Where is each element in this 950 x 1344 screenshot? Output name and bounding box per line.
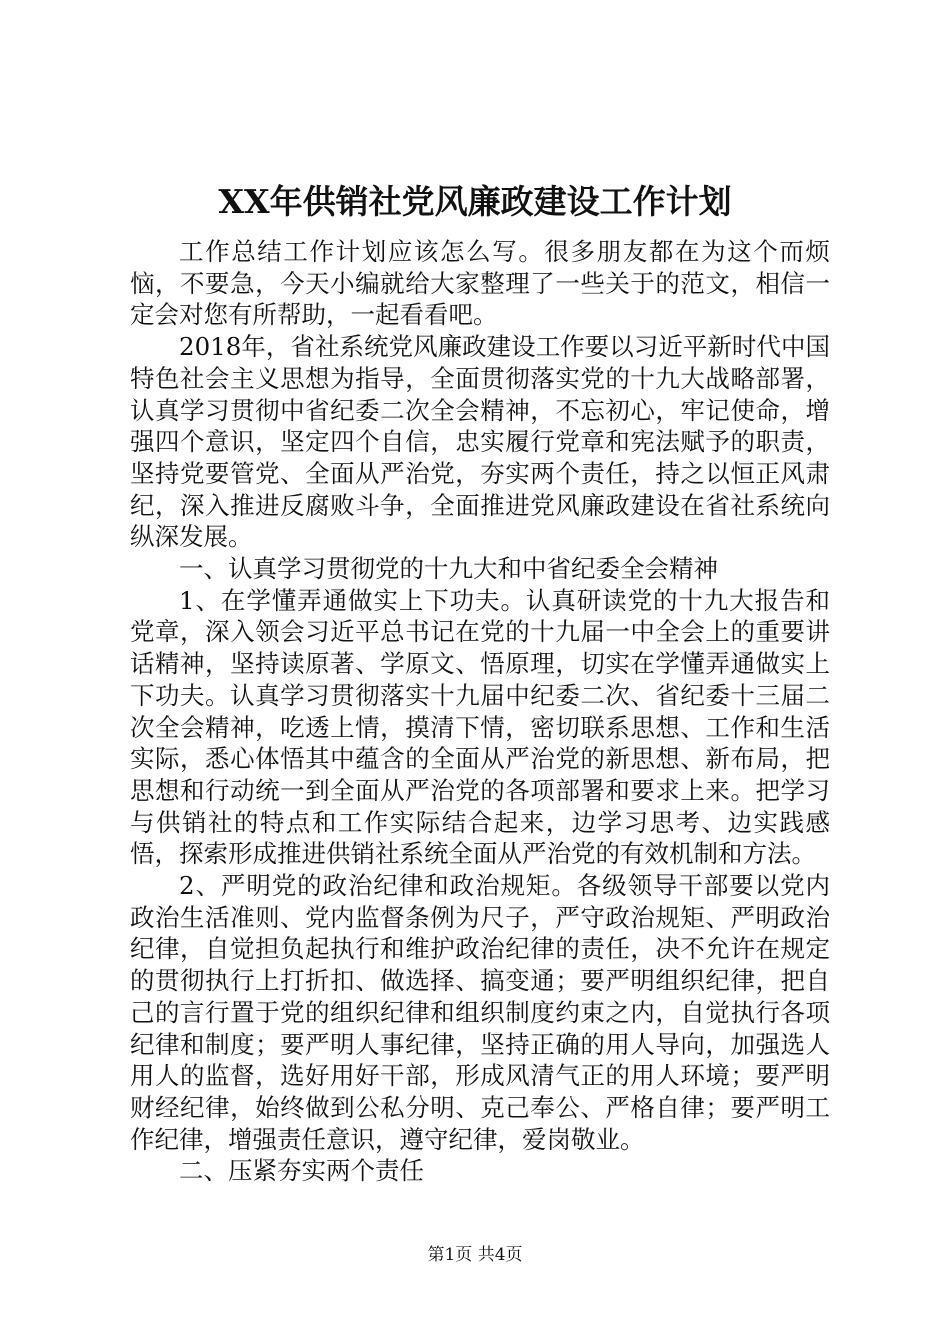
item-paragraph-1: 1、在学懂弄通做实上下功夫。认真研读党的十九大报告和党章，深入领会习近平总书记在党的十九届一中全会上的重要讲话精神，坚持读原著、学原文、悟原理，切实在学懂弄通做实上下功夫。认真学习贯彻落实十九届中纪委二次、省纪委十三届二次全会精神，吃透上情，摸清下情，密切联系思想、工作和生活实际，悉心体悟其中蕴含的全面从严治党的新思想、新布局，把思想和行动统一到全面从严治党的各项部署和要求上来。把学习与供销社的特点和工作实际结合起来，边学习思考、边实践感悟，探索形成推进供销社系统全面从严治党的有效机制和方法。	[130, 585, 830, 869]
section-heading-1: 一、认真学习贯彻党的十九大和中省纪委全会精神	[179, 554, 718, 584]
overview-paragraph: 2018年，省社系统党风廉政建设工作要以习近平新时代中国特色社会主义思想为指导，全面贯彻落实党的十九大战略部署，认真学习贯彻中省纪委二次全会精神，不忘初心，牢记使命，增强四个意识，坚定四个自信，忠实履行党章和宪法赋予的职责，坚持党要管党、全面从严治党，夯实两个责任，持之以恒正风肃纪，深入推进反腐败斗争，全面推进党风廉政建设在省社系统向纵深发展。	[130, 332, 830, 552]
page-number-footer: 第1页 共4页	[427, 1245, 523, 1265]
section-heading-2: 二、压紧夯实两个责任	[179, 1156, 424, 1186]
document-title: XX年供销社党风廉政建设工作计划	[218, 182, 732, 221]
item-paragraph-2: 2、严明党的政治纪律和政治规矩。各级领导干部要以党内政治生活准则、党内监督条例为尺子，严守政治规矩、严明政治纪律，自觉担负起执行和维护政治纪律的责任，决不允许在规定的贯彻执行上打折扣、做选择、搞变通；要严明组织纪律，把自己的言行置于党的组织纪律和组织制度约束之内，自觉执行各项纪律和制度；要严明人事纪律，坚持正确的用人导向，加强选人用人的监督，选好用好干部，形成风清气正的用人环境；要严明财经纪律，始终做到公私分明、克己奉公、严格自律；要严明工作纪律，增强责任意识，遵守纪律，爱岗敬业。	[130, 871, 830, 1154]
intro-paragraph: 工作总结工作计划应该怎么写。很多朋友都在为这个而烦恼，不要急，今天小编就给大家整理了一些关于的范文，相信一定会对您有所帮助，一起看看吧。	[130, 237, 830, 330]
document-body	[130, 236, 830, 1187]
